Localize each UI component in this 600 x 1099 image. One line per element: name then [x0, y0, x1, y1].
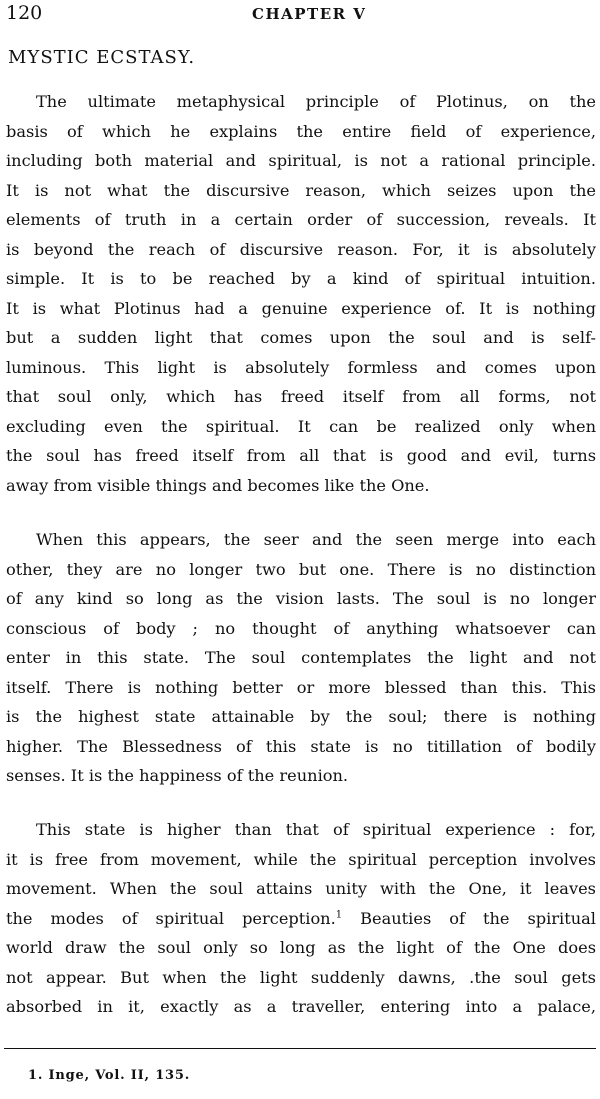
text-line: It is what Plotinus had a genuine experience of. It is nothing [6, 298, 596, 318]
section-title: MYSTIC ECSTASY. [8, 47, 196, 68]
text-line: The ultimate metaphysical principle of Plotinus, on the [36, 92, 596, 111]
text-line: absorbed in it, exactly as a traveller, entering into a palace, [6, 997, 596, 1016]
text-line: not appear. But when the light suddenly dawns, .the soul gets [6, 967, 596, 987]
running-head [6, 2, 594, 28]
text-line: other, they are no longer two but one. There is no distinction [6, 559, 596, 579]
text-line: senses. It is the happiness of the reunion. [6, 766, 349, 785]
paragraph-1 [6, 87, 596, 500]
footnote-marker[interactable]: 1 [335, 909, 343, 921]
footnote-divider [4, 1048, 596, 1049]
text-line: is the highest state attainable by the soul; there is nothing [6, 707, 596, 726]
text-line: elements of truth in a certain order of succession, reveals. It [6, 210, 596, 229]
text-line-with-footnote [6, 904, 596, 934]
text-line: of any kind so long as the vision lasts. The soul is no longer [6, 589, 596, 608]
text-line: is beyond the reach of discursive reason. For, it is absolutely [6, 239, 596, 259]
text-line: the soul has freed itself from all that is good and evil, turns [6, 446, 596, 465]
footnote: 1. Inge, Vol. II, 135. [28, 1068, 191, 1083]
text-line: luminous. This light is absolutely formless and comes upon [6, 357, 596, 377]
paragraph-3 [6, 815, 596, 1022]
text-line: including both material and spiritual, is not a rational principle. [6, 151, 596, 170]
text-segment: the modes of spiritual perception. [6, 908, 336, 928]
text-line: that soul only, which has freed itself from all forms, not [6, 387, 596, 406]
text-line: enter in this state. The soul contemplates the light and not [6, 648, 596, 667]
chapter-label: CHAPTER V [252, 5, 367, 23]
text-line: simple. It is to be reached by a kind of spiritual intuition. [6, 269, 596, 288]
text-segment: Beauties of the spiritual [342, 908, 596, 928]
text-line: but a sudden light that comes upon the soul and is self- [6, 328, 596, 347]
text-line: world draw the soul only so long as the light of the One does [6, 938, 596, 957]
text-line: away from visible things and becomes like the One. [6, 475, 430, 495]
text-line: movement. When the soul attains unity with the One, it leaves [6, 879, 596, 898]
text-line: excluding even the spiritual. It can be realized only when [6, 416, 596, 436]
text-line: This state is higher than that of spiritual experience : for, [36, 820, 596, 839]
text-line: conscious of body ; no thought of anything whatsoever can [6, 618, 596, 638]
text-line: it is free from movement, while the spiritual perception involves [6, 849, 596, 869]
paragraph-2 [6, 525, 596, 791]
text-line: higher. The Blessedness of this state is no titillation of bodily [6, 736, 596, 756]
text-line: itself. There is nothing better or more blessed than this. This [6, 677, 596, 697]
text-line: It is not what the discursive reason, which seizes upon the [6, 180, 596, 200]
text-line: When this appears, the seer and the seen merge into each [36, 530, 596, 549]
text-line: basis of which he explains the entire field of experience, [6, 121, 596, 141]
page-number: 120 [6, 2, 43, 24]
